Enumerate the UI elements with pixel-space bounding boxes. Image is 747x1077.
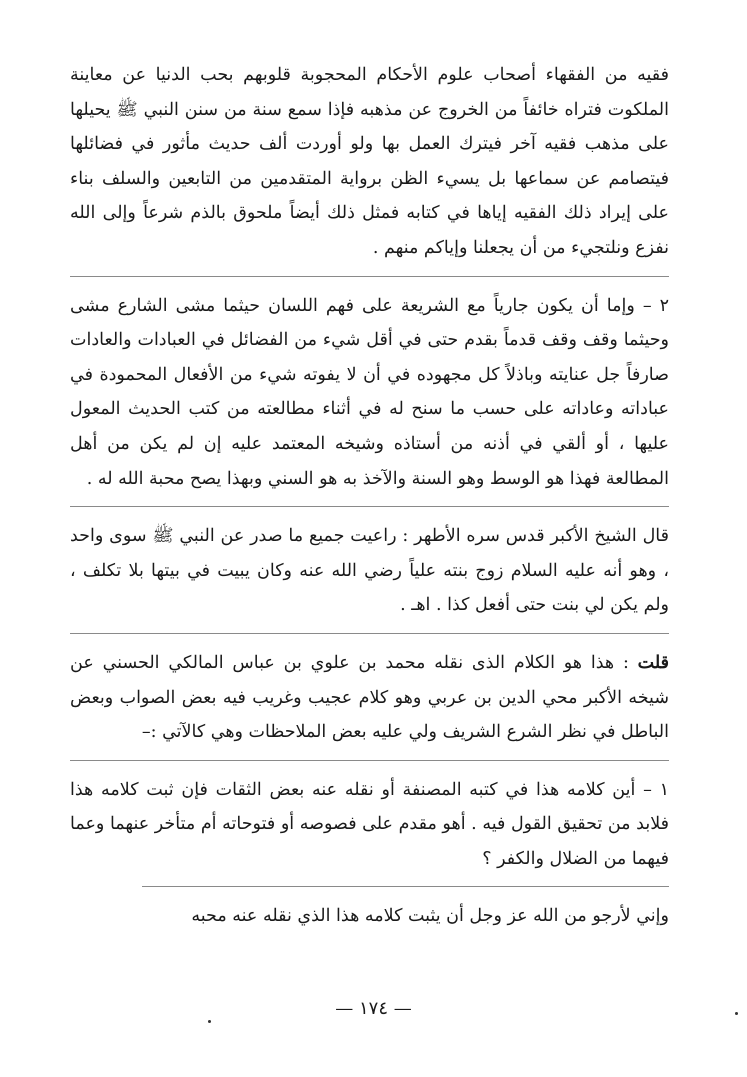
point-two-paragraph: ٢ – وإما أن يكون جارياً مع الشريعة على فهم اللسان حيثما مشى الشارع مشى وحيثما وقف وقف قدماً بقدم حتى في أقل شيء من الفضائل في العبادات والعادات صارفاً جل عنايته وباذلاً كل مجهوده في أن لا يفوته شيء من الأفعال المحمودة في عباداته وعاداته على حسب ما سنح له في أثناء مطالعته من كتب الحديث المعول عليها ، أو ألقي في أذنه من أستاذه وشيخه المعتمد عليه إن لم يكن من أهل المطالعة فهذا هو الوسط وهو السنة والآخذ به هو السني وبهذا يصح محبة الله له .	[70, 295, 669, 489]
comment-paragraph	[70, 646, 669, 750]
ink-speck	[735, 1012, 738, 1015]
comment-body: : هذا هو الكلام الذى نقله محمد بن علوي بن عباس المالكي الحسني عن شيخه الأكبر محي الدين بن عربي وهو كلام عجيب وغريب فيه بعض الصواب وبعض الباطل في نظر الشرع الشريف ولي عليه بعض الملاحظات وهي كالآتي :–	[70, 652, 669, 743]
closing-paragraph: وإني لأرجو من الله عز وجل أن يثبت كلامه هذا الذي نقله عنه محبه	[191, 906, 669, 927]
section-divider	[70, 276, 669, 277]
quote-paragraph: قال الشيخ الأكبر قدس سره الأطهر : راعيت جميع ما صدر عن النبي ﷺ سوى واحد ، وهو أنه عليه السلام زوج بنته علياً رضي الله عنه وكان يبيت في بيتها بلا تكلف ، ولم يكن لي بنت حتى أفعل كذا . اهـ .	[70, 526, 669, 616]
comment-label: قلت	[637, 652, 669, 673]
section-divider	[70, 506, 669, 507]
intro-paragraph: فقيه من الفقهاء أصحاب علوم الأحكام المحجوبة قلوبهم بحب الدنيا عن معاينة الملكوت فتراه خائفاً من الخروج عن مذهبه فإذا سمع سنة من سنن النبي ﷺ يحيلها على مذهب فقيه آخر فيترك العمل بها ولو أوردت ألف حديث مأثور في فضائلها فيتصامم عن سماعها بل يسيء الظن برواية المتقدمين من التابعين والسلف بناء على إيراد ذلك الفقيه إياها في كتابه فمثل ذلك أيضاً ملحوق بالذم شرعاً وإلى الله نفزع ونلتجيء من أن يجعلنا وإياكم منهم .	[70, 65, 669, 258]
section-divider	[70, 760, 669, 761]
page-number: — ١٧٤ —	[335, 998, 412, 1019]
section-divider	[70, 633, 669, 634]
section-divider	[142, 886, 669, 887]
note-one-paragraph: ١ – أين كلامه هذا في كتبه المصنفة أو نقله عنه بعض الثقات فإن ثبت كلامه هذا فلابد من تحقيق القول فيه . أهو مقدم على فصوصه أو فتوحاته أم متأخر عنهما وعما فيهما من الضلال والكفر ؟	[70, 779, 669, 869]
ink-speck	[208, 1020, 211, 1023]
